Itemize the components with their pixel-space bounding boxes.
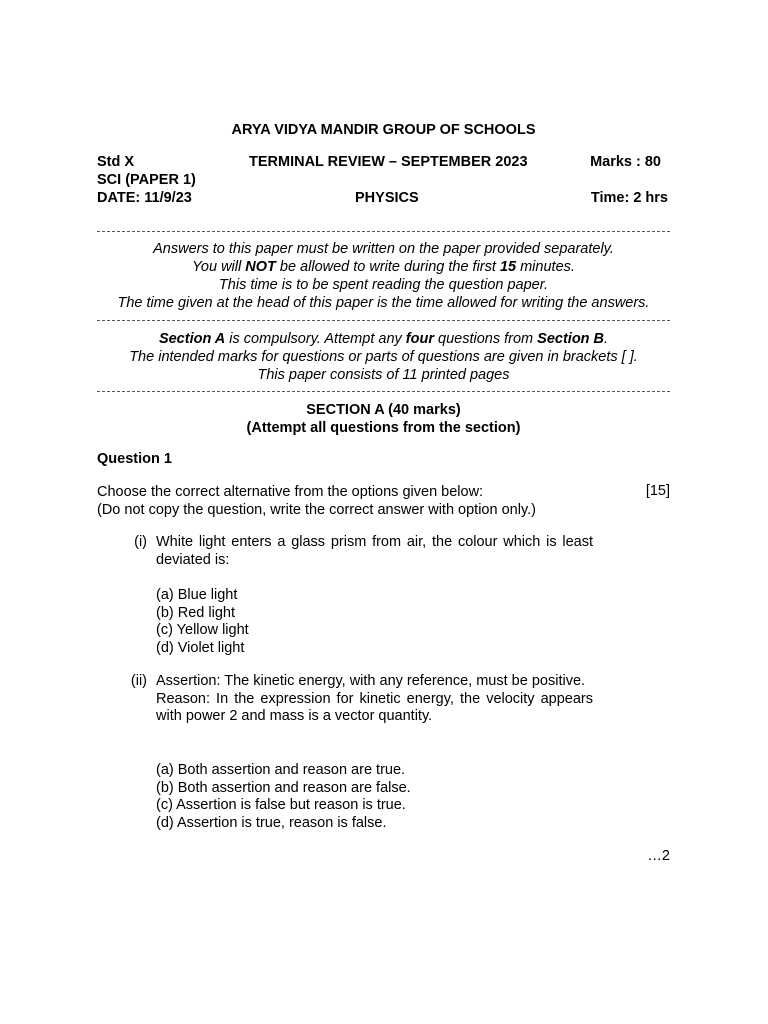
instruction-line xyxy=(97,258,670,276)
text: is compulsory. Attempt any xyxy=(225,331,406,347)
divider xyxy=(97,231,670,232)
instruction-text: Choose the correct alternative from the options given below: xyxy=(97,484,484,500)
header-row-1 xyxy=(97,154,670,172)
assertion-text: Assertion: The kinetic energy, with any reference, must be positive. xyxy=(156,673,586,689)
bold-text: NOT xyxy=(245,259,276,275)
instruction-line: This paper consists of 11 printed pages xyxy=(257,367,510,383)
std-label: Std X xyxy=(97,154,135,170)
bold-text: four xyxy=(405,331,434,347)
instruction-line xyxy=(97,330,670,348)
part-number: (i) xyxy=(134,534,147,550)
text: minutes. xyxy=(516,259,575,275)
option-c: (c) Yellow light xyxy=(156,622,249,638)
text: be allowed to write during the first xyxy=(275,259,500,275)
exam-page xyxy=(97,0,670,1024)
text: questions from xyxy=(433,331,538,347)
instruction-line: The intended marks for questions or parts of questions are given in brackets [ ]. xyxy=(129,349,638,365)
question-marks: [15] xyxy=(645,483,670,499)
exam-time: Time: 2 hrs xyxy=(590,190,668,206)
reason-text: Reason: In the expression for kinetic energy, the velocity appears with power 2 and mass is a vector quantity. xyxy=(156,690,593,724)
option-a: (a) Both assertion and reason are true. xyxy=(156,762,406,778)
instructions-block-2 xyxy=(97,330,670,384)
school-name: ARYA VIDYA MANDIR GROUP OF SCHOOLS xyxy=(231,122,536,138)
part-text xyxy=(156,673,593,726)
section-title: SECTION A (40 marks) xyxy=(306,402,461,418)
divider xyxy=(97,391,670,392)
bold-text: Section A xyxy=(158,331,226,347)
header-row-2 xyxy=(97,172,670,190)
options-list xyxy=(156,762,411,832)
bold-text: Section B xyxy=(537,331,605,347)
instruction-line: Answers to this paper must be written on the paper provided separately. xyxy=(153,241,614,257)
instruction-text: (Do not copy the question, write the correct answer with option only.) xyxy=(97,502,536,518)
option-b: (b) Both assertion and reason are false. xyxy=(156,779,411,796)
option-b: (b) Red light xyxy=(156,604,235,621)
part-text: White light enters a glass prism from air, the colour which is least deviated is: xyxy=(156,534,593,568)
divider xyxy=(97,320,670,321)
section-heading xyxy=(97,401,670,437)
instructions-block-1 xyxy=(97,240,670,312)
exam-title: TERMINAL REVIEW – SEPTEMBER 2023 xyxy=(249,154,528,170)
option-a: (a) Blue light xyxy=(156,587,238,603)
total-marks: Marks : 80 xyxy=(590,154,661,170)
question-instructions xyxy=(97,483,670,519)
option-d: (d) Assertion is true, reason is false. xyxy=(156,814,387,831)
continue-marker: …2 xyxy=(647,848,670,864)
subject-name: PHYSICS xyxy=(355,190,419,206)
instruction-line: The time given at the head of this paper is the time allowed for writing the answers. xyxy=(117,295,650,311)
bold-text: 15 xyxy=(499,259,517,275)
option-d: (d) Violet light xyxy=(156,639,245,656)
text: . xyxy=(604,331,609,347)
options-list xyxy=(156,587,249,657)
exam-date: DATE: 11/9/23 xyxy=(97,190,192,206)
text: You will xyxy=(192,259,246,275)
part-number: (ii) xyxy=(130,673,147,689)
option-c: (c) Assertion is false but reason is true. xyxy=(156,797,406,813)
header-row-3 xyxy=(97,190,670,208)
paper-label: SCI (PAPER 1) xyxy=(97,172,196,188)
question-label: Question 1 xyxy=(97,451,172,467)
section-subtitle: (Attempt all questions from the section) xyxy=(246,420,521,436)
instruction-line: This time is to be spent reading the question paper. xyxy=(218,277,549,293)
